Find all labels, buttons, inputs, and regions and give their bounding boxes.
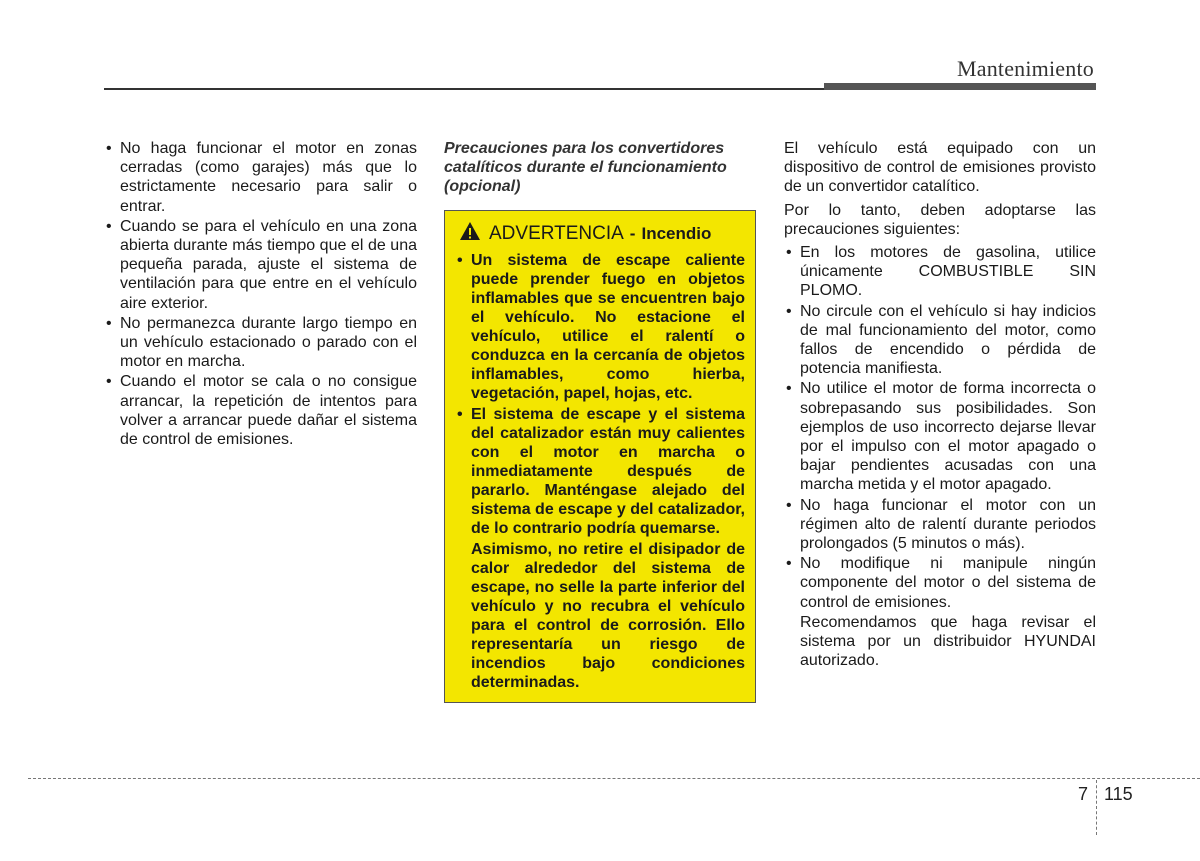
- page-number: 115: [1104, 784, 1133, 804]
- list-item: • No circule con el vehículo si hay indicios de mal funcionamiento del motor, como fallos de encendido o pérdida de potencia manifiesta.: [784, 302, 1096, 379]
- page-title: Mantenimiento: [956, 56, 1094, 81]
- list-item: • No modifique ni manipule ningún componente del motor o del sistema de control de emisiones.: [784, 554, 1096, 612]
- column-left: [104, 139, 417, 450]
- lead-paragraph: Por lo tanto, deben adoptarse las precauciones siguientes:: [784, 201, 1096, 238]
- footer-vertical-divider: [1096, 780, 1097, 835]
- column-right: [784, 139, 1096, 674]
- list-item: • No permanezca durante largo tiempo en un vehículo estacionado o parado con el motor en marcha.: [104, 314, 417, 372]
- warning-topic: Incendio: [641, 223, 712, 243]
- list-item: • Un sistema de escape caliente puede prender fuego en objetos inflamables que se encuentren bajo el vehículo. No estacione el vehículo, utilice el ralentí o conduzca en la cercanía de objetos inflamables, como hierba, vegetación, papel, hojas, etc.: [455, 251, 745, 403]
- warning-extra-paragraph: Asimismo, no retire el disipador de calor alrededor del sistema de escape, no selle la parte inferior del vehículo y no recubra el vehículo para el control de corrosión. Ello representaría un riesgo de incendios bajo condiciones determinadas.: [471, 541, 745, 692]
- list-item: • No utilice el motor de forma incorrecta o sobrepasando sus posibilidades. Son ejemplos de uso incorrecto dejarse llevar por el impulso con el motor apagado o bajar pendientes acusadas con una marcha metida y el motor apagado.: [784, 379, 1096, 494]
- intro-paragraph: El vehículo está equipado con un dispositivo de control de emisiones provisto de un convertidor catalítico.: [784, 140, 1096, 196]
- warning-header: [455, 221, 745, 245]
- warning-dash: -: [629, 223, 636, 243]
- bullet-list: [104, 139, 417, 449]
- list-item: • No haga funcionar el motor con un régimen alto de ralentí durante periodos prolongados (5 minutos o más).: [784, 496, 1096, 554]
- warning-box: [444, 210, 756, 703]
- list-item: • Cuando el motor se cala o no consigue arrancar, la repetición de intentos para volver a arrancar puede dañar el sistema de control de emisiones.: [104, 372, 417, 449]
- warning-bullet-list: [455, 251, 745, 538]
- footer-divider: [28, 778, 1200, 779]
- list-item: • El sistema de escape y el sistema del catalizador están muy calientes con el motor en marcha o inmediatamente después de pararlo. Manténgase alejado del sistema de escape y del catalizador, de lo contrario podría quemarse.: [455, 405, 745, 538]
- closing-paragraph: Recomendamos que haga revisar el sistema por un distribuidor HYUNDAI autorizado.: [800, 613, 1096, 670]
- chapter-number: 7: [1078, 784, 1089, 804]
- header-divider: [104, 88, 824, 90]
- warning-triangle-icon: [459, 221, 481, 245]
- list-item: • Cuando se para el vehículo en una zona abierta durante más tiempo que el de una pequeña parada, ajuste el sistema de ventilación para que entre en el vehículo aire exterior.: [104, 217, 417, 313]
- header-accent-bar: [824, 83, 1096, 90]
- list-item: • En los motores de gasolina, utilice únicamente COMBUSTIBLE SIN PLOMO.: [784, 243, 1096, 301]
- warning-label: ADVERTENCIA: [489, 222, 624, 244]
- column-middle: [444, 139, 756, 703]
- section-subtitle: Precauciones para los convertidores catalíticos durante el funcionamiento (opcional): [444, 140, 727, 195]
- list-item: • No haga funcionar el motor en zonas cerradas (como garajes) más que lo estrictamente necesario para salir o entrar.: [104, 139, 417, 216]
- bullet-list: [784, 243, 1096, 612]
